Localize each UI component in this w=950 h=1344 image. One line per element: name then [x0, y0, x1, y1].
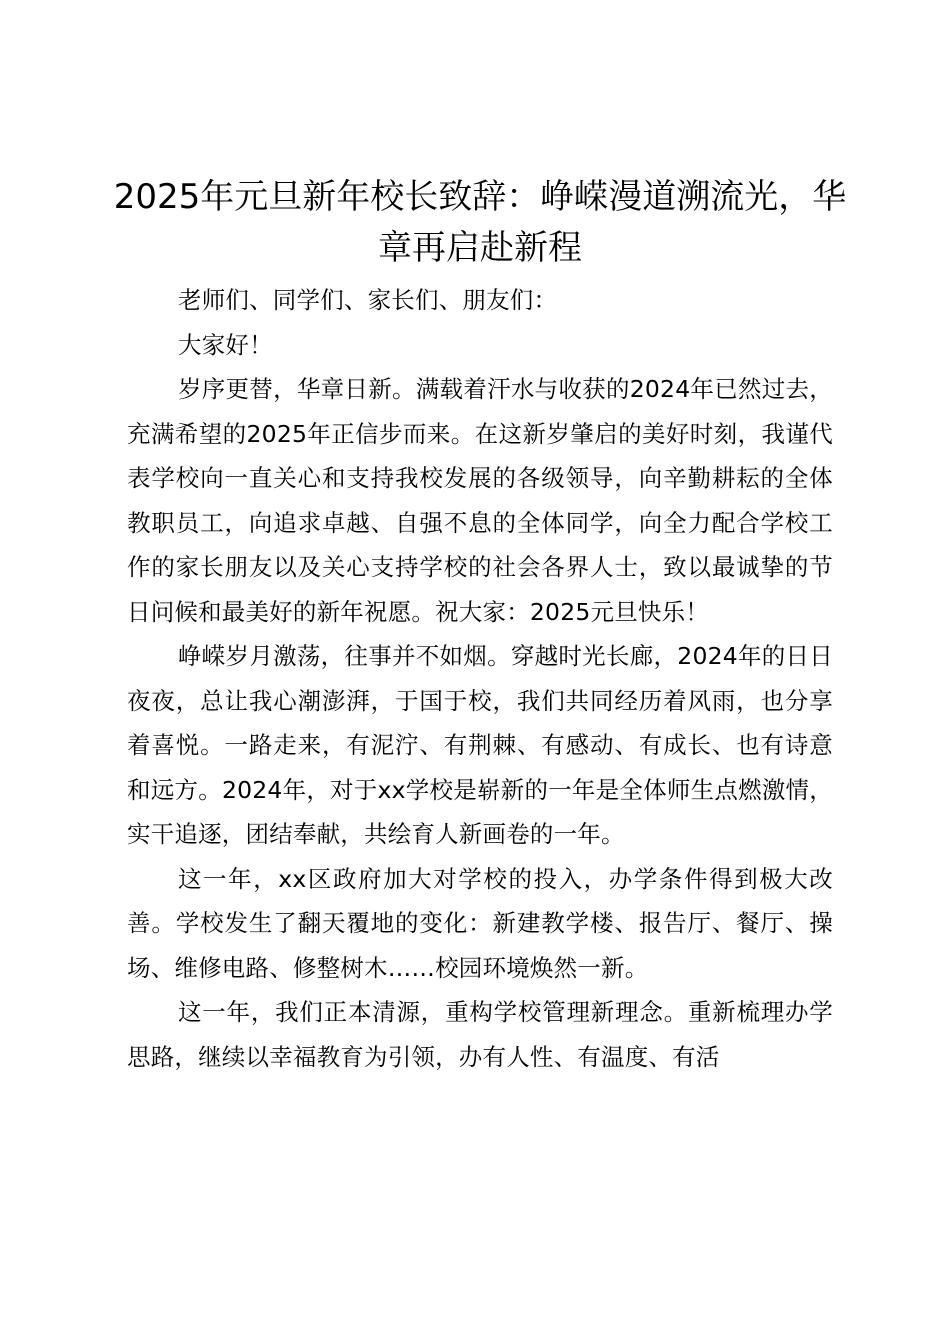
greeting-paragraph: 大家好！: [178, 330, 273, 359]
document-title: 2025年元旦新年校长致辞：峥嵘漫道溯流光，华章再启赴新程: [113, 177, 847, 268]
document-body: [113, 172, 847, 1079]
body-paragraph: 岁序更替，华章日新。满载着汗水与收获的2024年已然过去，充满希望的2025年正信步而来。在这新岁肇启的美好时刻，我谨代表学校向一直关心和支持我校发展的各级领导，向辛勤耕耘的全体教职员工，向追求卓越、自强不息的全体同学，向全力配合学校工作的家长朋友以及关心支持学校的社会各界人士，致以最诚挚的节日问候和最美好的新年祝愿。祝大家：2025元旦快乐！: [127, 375, 833, 626]
body-paragraph: 这一年，我们正本清源，重构学校管理新理念。重新梳理办学思路，继续以幸福教育为引领，办有人性、有温度、有活: [127, 998, 833, 1071]
salutation-paragraph: 老师们、同学们、家长们、朋友们：: [178, 286, 558, 314]
body-paragraph: 这一年，xx区政府加大对学校的投入，办学条件得到极大改善。学校发生了翻天覆地的变化：新建教学楼、报告厅、餐厅、操场、维修电路、修整树木……校园环境焕然一新。: [127, 864, 833, 982]
body-paragraph: 峥嵘岁月激荡，往事并不如烟。穿越时光长廊，2024年的日日夜夜，总让我心潮澎湃，于国于校，我们共同经历着风雨，也分享着喜悦。一路走来，有泥泞、有荆棘、有感动、有成长、也有诗意和远方。2024年，对于xx学校是崭新的一年是全体师生点燃激情，实干追逐，团结奉献，共绘育人新画卷的一年。: [127, 642, 833, 848]
